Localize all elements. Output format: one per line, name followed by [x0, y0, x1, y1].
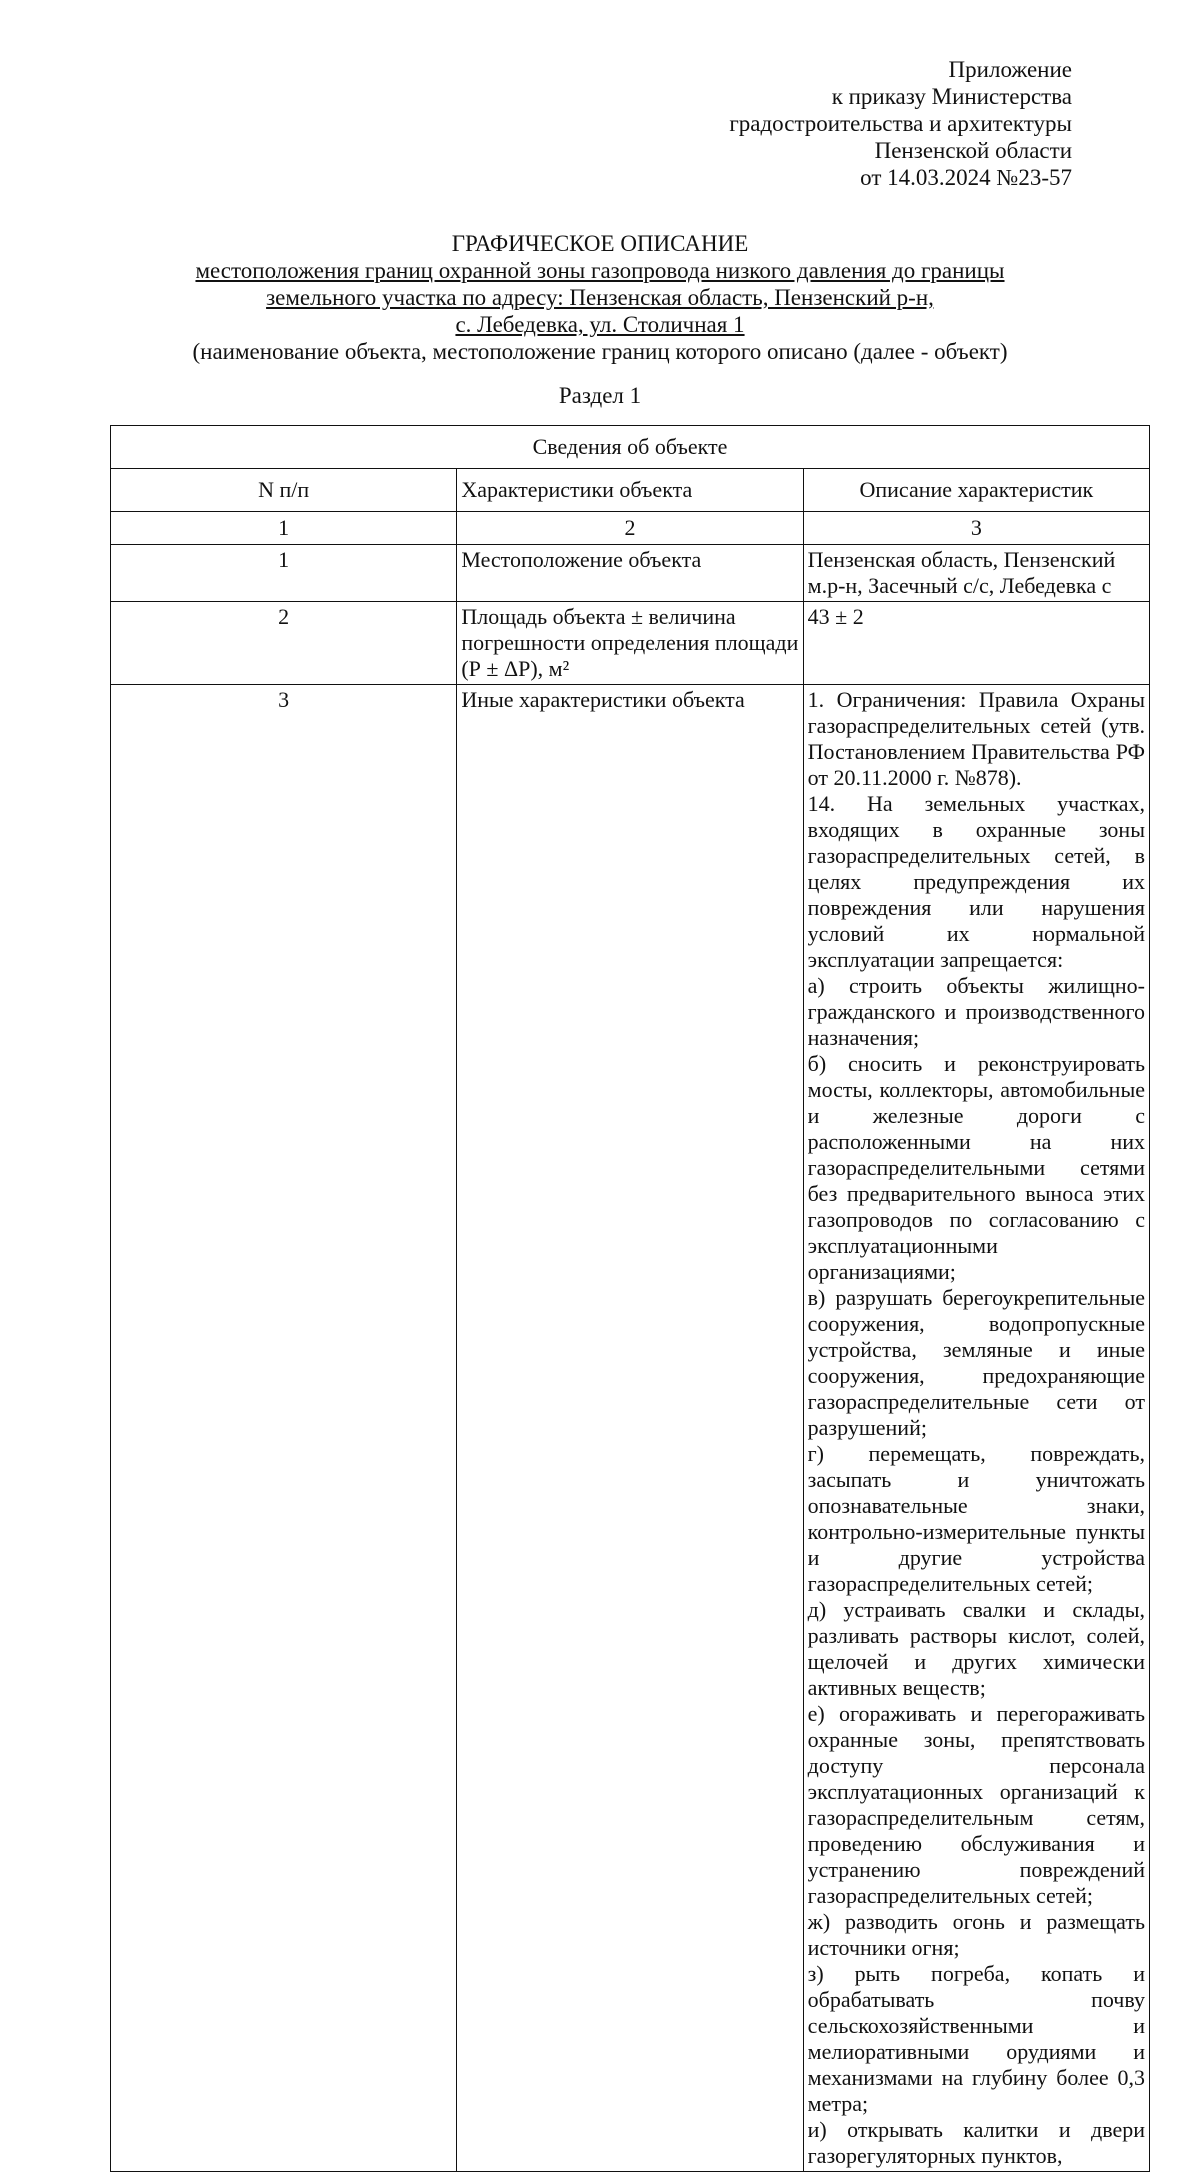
column-header: Характеристики объекта [457, 469, 803, 512]
description-paragraph: 1. Ограничения: Правила Охраны газораспределительных сетей (утв. Постановлением Правительства РФ от 20.11.2000 г. №878). [807, 687, 1145, 790]
description-paragraph: 43 ± 2 [807, 604, 864, 629]
column-number: 1 [111, 512, 457, 545]
header-line: Пензенской области [874, 138, 1072, 163]
description-paragraph: Пензенская область, Пензенский м.р-н, Засечный с/с, Лебедевка с [807, 547, 1116, 598]
description-paragraph: г) перемещать, повреждать, засыпать и уничтожать опознавательные знаки, контрольно-измерительные пункты и другие устройства газораспределительных сетей; [807, 1441, 1145, 1596]
characteristic-description [803, 685, 1149, 2172]
description-paragraph: в) разрушать берегоукрепительные сооружения, водопропускные устройства, земляные и иные сооружения, предохраняющие газораспределительные сети от разрушений; [807, 1285, 1145, 1440]
description-paragraph: 14. На земельных участках, входящих в охранные зоны газораспределительных сетей, в целях предупреждения их повреждения или нарушения условий их нормальной эксплуатации запрещается: [807, 791, 1145, 972]
column-number: 3 [803, 512, 1149, 545]
characteristic-name: Местоположение объекта [457, 545, 803, 602]
description-paragraph: е) огораживать и перегораживать охранные зоны, препятствовать доступу персонала эксплуатационных организаций к газораспределительным сетям, проведению обслуживания и устранению повреждений газораспределительных сетей; [807, 1701, 1145, 1908]
row-number: 3 [111, 685, 457, 2172]
table-row [111, 545, 1150, 602]
header-line: градостроительства и архитектуры [729, 111, 1072, 136]
header-line: от 14.03.2024 №23-57 [860, 165, 1072, 190]
characteristic-name: Площадь объекта ± величина погрешности определения площади (Р ± ΔР), м² [457, 602, 803, 685]
header-line: к приказу Министерства [831, 84, 1072, 109]
table-header-row [111, 469, 1150, 512]
object-info-table [110, 425, 1150, 2172]
row-number: 1 [111, 545, 457, 602]
description-paragraph: и) открывать калитки и двери газорегуляторных пунктов, [807, 2117, 1145, 2168]
section-heading: Раздел 1 [558, 383, 642, 408]
description-paragraph: а) строить объекты жилищно-гражданского и производственного назначения; [807, 973, 1145, 1050]
description-paragraph: ж) разводить огонь и размещать источники огня; [807, 1909, 1145, 1960]
characteristic-description [803, 602, 1149, 685]
table-row [111, 602, 1150, 685]
row-number: 2 [111, 602, 457, 685]
column-number-row [111, 512, 1150, 545]
characteristic-description [803, 545, 1149, 602]
object-name-line: земельного участка по адресу: Пензенская область, Пензенский р-н, [266, 285, 934, 310]
description-paragraph: з) рыть погреба, копать и обрабатывать почву сельскохозяйственными и мелиоративными орудиями и механизмами на глубину более 0,3 метра; [807, 1961, 1145, 2116]
object-name-caption: (наименование объекта, местоположение границ которого описано (далее - объект) [192, 339, 1008, 364]
characteristic-name: Иные характеристики объекта [457, 685, 803, 2172]
table-caption: Сведения об объекте [111, 426, 1150, 469]
document-title: ГРАФИЧЕСКОЕ ОПИСАНИЕ [451, 231, 749, 256]
object-name-line: с. Лебедевка, ул. Столичная 1 [455, 312, 745, 337]
object-name-line: местоположения границ охранной зоны газопровода низкого давления до границы [195, 258, 1005, 283]
order-reference [729, 56, 1072, 191]
document-title-block [0, 230, 1200, 365]
header-line: Приложение [948, 57, 1072, 82]
column-header: N п/п [111, 469, 457, 512]
table-row [111, 685, 1150, 2172]
description-paragraph: д) устраивать свалки и склады, разливать растворы кислот, солей, щелочей и других химически активных веществ; [807, 1597, 1145, 1700]
column-number: 2 [457, 512, 803, 545]
description-paragraph: б) сносить и реконструировать мосты, коллекторы, автомобильные и железные дороги с расположенными на них газораспределительными сетями без предварительного выноса этих газопроводов по согласованию с эксплуатационными организациями; [807, 1051, 1145, 1284]
column-header: Описание характеристик [803, 469, 1149, 512]
